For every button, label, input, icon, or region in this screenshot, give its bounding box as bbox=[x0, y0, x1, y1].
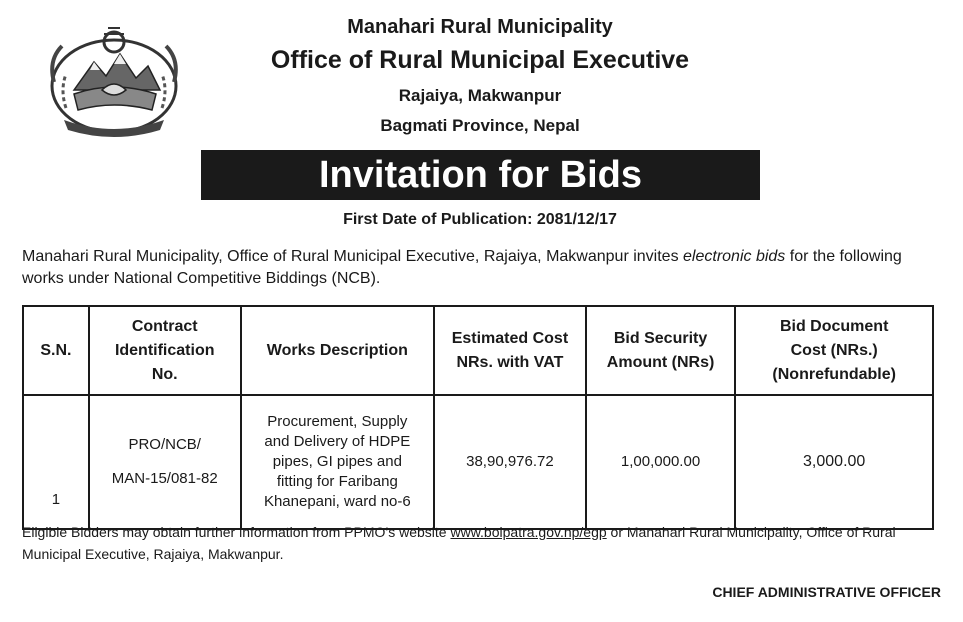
cell-works-description: Procurement, Supply and Delivery of HDPE pipes, GI pipes and fitting for Faribang Khanepani, ward no-6 bbox=[241, 395, 435, 529]
office-name: Office of Rural Municipal Executive bbox=[270, 46, 690, 74]
office-location: Rajaiya, Makwanpur bbox=[398, 86, 562, 105]
notice-title-banner: Invitation for Bids bbox=[201, 150, 760, 200]
intro-text-end: for the following works under National Competitive Biddings (NCB). bbox=[22, 248, 902, 287]
footer-text-end: or Manahari Rural Municipality, Office of Rural Municipal Executive, Rajaiya, Makwanpur. bbox=[22, 524, 896, 562]
signature-title: CHIEF ADMINISTRATIVE OFFICER bbox=[712, 584, 941, 600]
cell-bid-document-cost: 3,000.00 bbox=[735, 395, 933, 529]
header-works-description: Works Description bbox=[241, 306, 435, 395]
cell-bid-security: 1,00,000.00 bbox=[586, 395, 736, 529]
header-estimated-cost: Estimated Cost NRs. with VAT bbox=[434, 306, 586, 395]
table-header-row bbox=[23, 306, 933, 395]
footer-text-start: Eligible Bidders may obtain further information from PPMO’s website bbox=[22, 524, 451, 540]
intro-paragraph bbox=[22, 246, 947, 290]
cell-sn: 1 bbox=[23, 395, 89, 529]
office-province: Bagmati Province, Nepal bbox=[380, 116, 580, 135]
header-bid-security: Bid Security Amount (NRs) bbox=[586, 306, 736, 395]
intro-emphasis: electronic bids bbox=[683, 248, 786, 265]
header-sn: S.N. bbox=[23, 306, 89, 395]
header-bid-document-cost: Bid Document Cost (NRs.) (Nonrefundable) bbox=[735, 306, 933, 395]
publication-date: First Date of Publication: 2081/12/17 bbox=[343, 211, 617, 228]
bids-table bbox=[22, 305, 934, 530]
intro-text-start: Manahari Rural Municipality, Office of Rural Municipal Executive, Rajaiya, Makwanpur invites bbox=[22, 248, 684, 265]
nepal-emblem-logo bbox=[44, 20, 184, 142]
ppmo-website-link[interactable]: www.bolpatra.gov.np/egp bbox=[450, 524, 607, 540]
header-contract-id: Contract Identification No. bbox=[89, 306, 241, 395]
cell-estimated-cost: 38,90,976.72 bbox=[434, 395, 586, 529]
footer-note bbox=[22, 521, 947, 565]
municipality-name: Manahari Rural Municipality bbox=[347, 16, 613, 38]
cell-contract-id: PRO/NCB/ MAN-15/081-82 bbox=[89, 395, 241, 529]
table-row bbox=[23, 395, 933, 529]
